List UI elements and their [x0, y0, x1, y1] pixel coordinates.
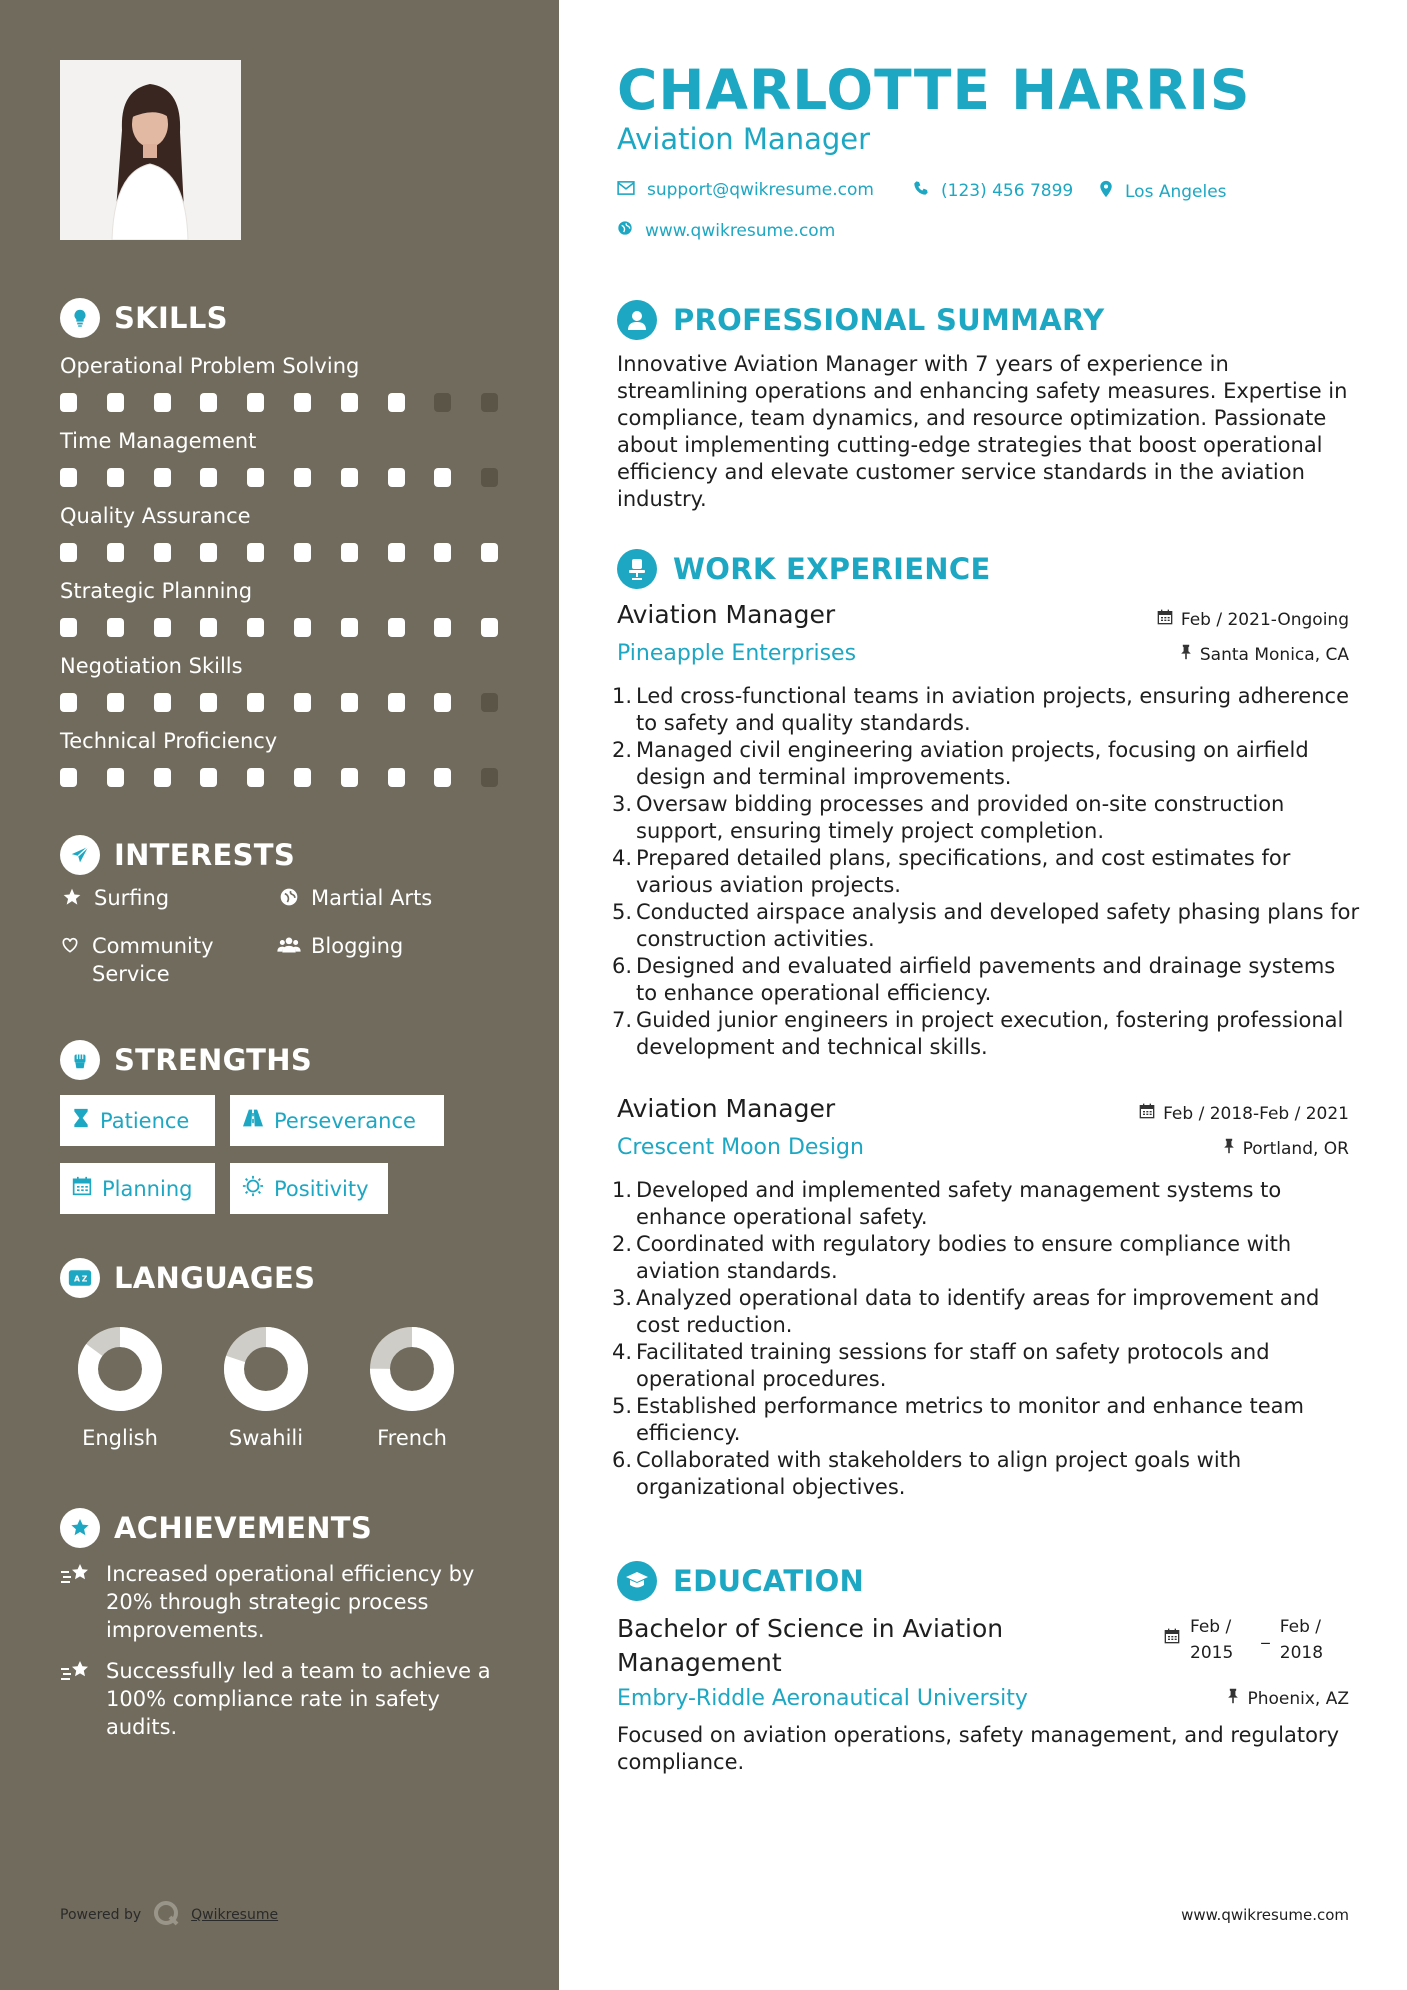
list-item: 7. Guided junior engineers in project execution, fostering professional development and technical skills.	[612, 1008, 1344, 1059]
qwikresume-link[interactable]: Qwikresume	[191, 1907, 279, 1923]
list-item: 5. Established performance metrics to monitor and enhance team efficiency.	[612, 1394, 1305, 1445]
language-name: Swahili	[228, 1426, 304, 1450]
shooting-star-icon	[60, 1560, 94, 1644]
skill-dot	[107, 693, 124, 712]
skill-dot	[434, 468, 451, 487]
skill-dot	[200, 618, 217, 637]
skill-name: Quality Assurance	[60, 504, 251, 528]
sun-icon	[242, 1175, 264, 1202]
interest-item: Surfing	[60, 884, 169, 912]
skill-name: Time Management	[60, 429, 257, 453]
trophy-star-icon	[60, 1508, 100, 1548]
job-date: Feb / 2018-Feb / 2021	[1139, 1103, 1349, 1124]
skill-dot	[388, 468, 405, 487]
skill-item	[60, 426, 500, 488]
fist-icon	[60, 1040, 100, 1080]
language-name: English	[82, 1426, 158, 1450]
contact-email[interactable]: support@qwikresume.com	[617, 180, 874, 200]
sidebar	[0, 0, 559, 1990]
interest-item: Community Service	[58, 932, 258, 988]
list-item: 3. Analyzed operational data to identify areas for improvement and cost reduction.	[612, 1286, 1320, 1337]
strength-badge: Planning	[60, 1163, 215, 1214]
job-location: Portland, OR	[1223, 1138, 1349, 1159]
achievement-item: Successfully led a team to achieve a 100% compliance rate in safety audits.	[60, 1657, 500, 1741]
skill-dot	[60, 468, 77, 487]
skill-dot	[200, 393, 217, 412]
globe-icon	[277, 884, 301, 912]
list-item: 6. Collaborated with stakeholders to align project goals with organizational objectives.	[612, 1448, 1242, 1499]
skill-dot	[294, 618, 311, 637]
skill-dot	[154, 393, 171, 412]
achievements-heading: ACHIEVEMENTS	[60, 1508, 372, 1548]
list-item: 5. Conducted airspace analysis and developed safety phasing plans for construction activities.	[612, 900, 1360, 951]
job-role: Aviation Manager	[617, 1094, 836, 1123]
calendar-icon	[1139, 1103, 1155, 1124]
language-icon	[60, 1258, 100, 1298]
graduate-icon	[617, 1561, 657, 1601]
contact-location: Los Angeles	[1099, 180, 1227, 203]
languages-heading: A Z LANGUAGES	[60, 1258, 315, 1298]
skill-dot	[247, 693, 264, 712]
skill-dot	[294, 468, 311, 487]
skill-dot	[341, 768, 358, 787]
skill-dot	[481, 618, 498, 637]
skill-dot	[341, 693, 358, 712]
phone-icon	[913, 180, 929, 201]
skill-dot	[107, 618, 124, 637]
skill-rating	[60, 693, 500, 713]
user-icon	[617, 300, 657, 340]
globe-icon	[617, 220, 633, 241]
skill-dot	[388, 768, 405, 787]
lightbulb-icon	[60, 298, 100, 338]
skill-dot	[388, 543, 405, 562]
skills-heading: SKILLS	[60, 298, 228, 338]
language-donut	[223, 1326, 309, 1412]
svg-text:A: A	[74, 1274, 80, 1284]
list-item: 6. Designed and evaluated airfield pavements and drainage systems to enhance operational efficiency.	[612, 954, 1336, 1005]
users-icon	[277, 932, 301, 960]
strength-badge: Patience	[60, 1095, 215, 1146]
skill-dot	[107, 543, 124, 562]
skill-dot	[434, 768, 451, 787]
skill-item	[60, 501, 500, 563]
list-item: 4. Prepared detailed plans, specifications, and cost estimates for various aviation projects.	[612, 846, 1291, 897]
map-pin-icon	[1099, 180, 1113, 203]
profile-photo	[60, 60, 241, 240]
skill-rating	[60, 543, 500, 563]
candidate-name: CHARLOTTE HARRIS	[617, 58, 1251, 122]
skill-dot	[481, 468, 498, 487]
skill-dot	[388, 393, 405, 412]
education-degree: Bachelor of Science in Aviation Management	[617, 1614, 1004, 1677]
pushpin-icon	[1227, 1688, 1239, 1709]
skill-dot	[154, 618, 171, 637]
skill-dot	[247, 543, 264, 562]
skill-dot	[247, 618, 264, 637]
education-end-date: Feb / 2018	[1279, 1617, 1324, 1663]
interests-heading: INTERESTS	[60, 835, 295, 875]
job-bullets	[612, 1177, 1362, 1501]
skill-dot	[434, 393, 451, 412]
list-item: 1. Led cross-functional teams in aviation projects, ensuring adherence to safety and quality standards.	[612, 684, 1349, 735]
skill-dot	[481, 543, 498, 562]
calendar-icon	[72, 1176, 92, 1201]
skill-item	[60, 351, 500, 413]
skill-dot	[154, 468, 171, 487]
list-item: 3. Oversaw bidding processes and provided on-site construction support, ensuring timely project completion.	[612, 792, 1285, 843]
skill-dot	[481, 693, 498, 712]
education-dates: Feb / 2015 _ Feb / 2018	[1164, 1614, 1323, 1666]
achievement-item: Increased operational efficiency by 20% through strategic process improvements.	[60, 1560, 500, 1644]
skill-name: Operational Problem Solving	[60, 354, 360, 378]
language-donut	[77, 1326, 163, 1412]
strengths-heading: STRENGTHS	[60, 1040, 312, 1080]
job-bullets	[612, 683, 1362, 1061]
road-icon	[242, 1108, 264, 1133]
language-item	[193, 1326, 339, 1450]
powered-by: Powered by Qwikresume	[60, 1898, 278, 1932]
skill-name: Strategic Planning	[60, 579, 253, 603]
skill-item	[60, 651, 500, 713]
contact-website[interactable]: www.qwikresume.com	[617, 220, 835, 241]
skill-dot	[200, 543, 217, 562]
job-company: Crescent Moon Design	[617, 1135, 864, 1160]
job-location: Santa Monica, CA	[1180, 644, 1349, 665]
skill-item	[60, 726, 500, 788]
skill-dot	[60, 393, 77, 412]
skill-dot	[154, 693, 171, 712]
skill-dot	[434, 693, 451, 712]
language-donut	[369, 1326, 455, 1412]
envelope-icon	[617, 180, 635, 200]
skill-rating	[60, 393, 500, 413]
skill-rating	[60, 468, 500, 488]
star-icon	[60, 884, 84, 912]
candidate-title: Aviation Manager	[617, 122, 871, 156]
skill-dot	[341, 468, 358, 487]
education-start-date: Feb / 2015	[1190, 1617, 1234, 1663]
calendar-icon	[1157, 609, 1173, 630]
skill-dot	[294, 393, 311, 412]
education-heading: EDUCATION	[617, 1561, 864, 1601]
skill-rating	[60, 618, 500, 638]
skill-dot	[481, 768, 498, 787]
language-item	[339, 1326, 485, 1450]
office-chair-icon	[617, 549, 657, 589]
skill-dot	[107, 468, 124, 487]
summary-heading: PROFESSIONAL SUMMARY	[617, 300, 1104, 340]
skill-dot	[294, 543, 311, 562]
skill-dot	[341, 618, 358, 637]
skill-rating	[60, 768, 500, 788]
list-item: 1. Developed and implemented safety management systems to enhance operational safety.	[612, 1178, 1282, 1229]
skill-dot	[107, 768, 124, 787]
shooting-star-icon	[60, 1657, 94, 1741]
skill-dot	[60, 693, 77, 712]
summary-text: Innovative Aviation Manager with 7 years of experience in streamlining operations and enhancing safety measures. Expertise in compliance, team dynamics, and resource optimization. Passionate about implementing cutting-edge strategies that boost operational efficiency and elevate customer service standards in the aviation industry.	[617, 352, 1348, 511]
skill-dot	[154, 768, 171, 787]
skill-dot	[434, 543, 451, 562]
skill-dot	[481, 393, 498, 412]
skill-dot	[341, 393, 358, 412]
experience-heading: WORK EXPERIENCE	[617, 549, 991, 589]
skill-dot	[247, 393, 264, 412]
education-location: Phoenix, AZ	[1227, 1688, 1349, 1709]
skill-dot	[294, 768, 311, 787]
skill-dot	[294, 693, 311, 712]
strength-badge: Positivity	[230, 1163, 388, 1214]
paper-plane-icon	[60, 835, 100, 875]
skill-dot	[247, 768, 264, 787]
skill-dot	[247, 468, 264, 487]
skill-dot	[341, 543, 358, 562]
skill-dot	[434, 618, 451, 637]
skill-item	[60, 576, 500, 638]
education-description: Focused on aviation operations, safety management, and regulatory compliance.	[617, 1723, 1339, 1774]
pushpin-icon	[1180, 644, 1192, 665]
svg-text:Z: Z	[81, 1274, 88, 1284]
skill-dot	[60, 618, 77, 637]
skill-dot	[60, 543, 77, 562]
pushpin-icon	[1223, 1138, 1235, 1159]
skill-dot	[107, 393, 124, 412]
heart-icon	[58, 932, 82, 988]
job-company: Pineapple Enterprises	[617, 641, 857, 666]
job-date: Feb / 2021-Ongoing	[1157, 609, 1349, 630]
list-item: 2. Managed civil engineering aviation projects, focusing on airfield design and terminal improvements.	[612, 738, 1309, 789]
job-role: Aviation Manager	[617, 600, 836, 629]
skill-name: Technical Proficiency	[60, 729, 278, 753]
education-school: Embry-Riddle Aeronautical University	[617, 1686, 1028, 1711]
interest-item: Blogging	[277, 932, 403, 960]
skill-dot	[388, 693, 405, 712]
language-name: French	[377, 1426, 447, 1450]
footer-url[interactable]: www.qwikresume.com	[1181, 1906, 1349, 1924]
skill-name: Negotiation Skills	[60, 654, 243, 678]
skill-dot	[388, 618, 405, 637]
list-item: 4. Facilitated training sessions for staff on safety protocols and operational procedures.	[612, 1340, 1270, 1391]
skill-dot	[200, 693, 217, 712]
calendar-icon	[1164, 1614, 1180, 1666]
skill-dot	[200, 768, 217, 787]
skill-dot	[200, 468, 217, 487]
strength-badge: Perseverance	[230, 1095, 444, 1146]
interest-item: Martial Arts	[277, 884, 432, 912]
language-item	[47, 1326, 193, 1450]
qwikresume-logo-icon	[151, 1898, 181, 1932]
contact-phone[interactable]: (123) 456 7899	[913, 180, 1073, 201]
hourglass-icon	[72, 1108, 90, 1133]
skill-dot	[154, 543, 171, 562]
list-item: 2. Coordinated with regulatory bodies to ensure compliance with aviation standards.	[612, 1232, 1292, 1283]
skill-dot	[60, 768, 77, 787]
